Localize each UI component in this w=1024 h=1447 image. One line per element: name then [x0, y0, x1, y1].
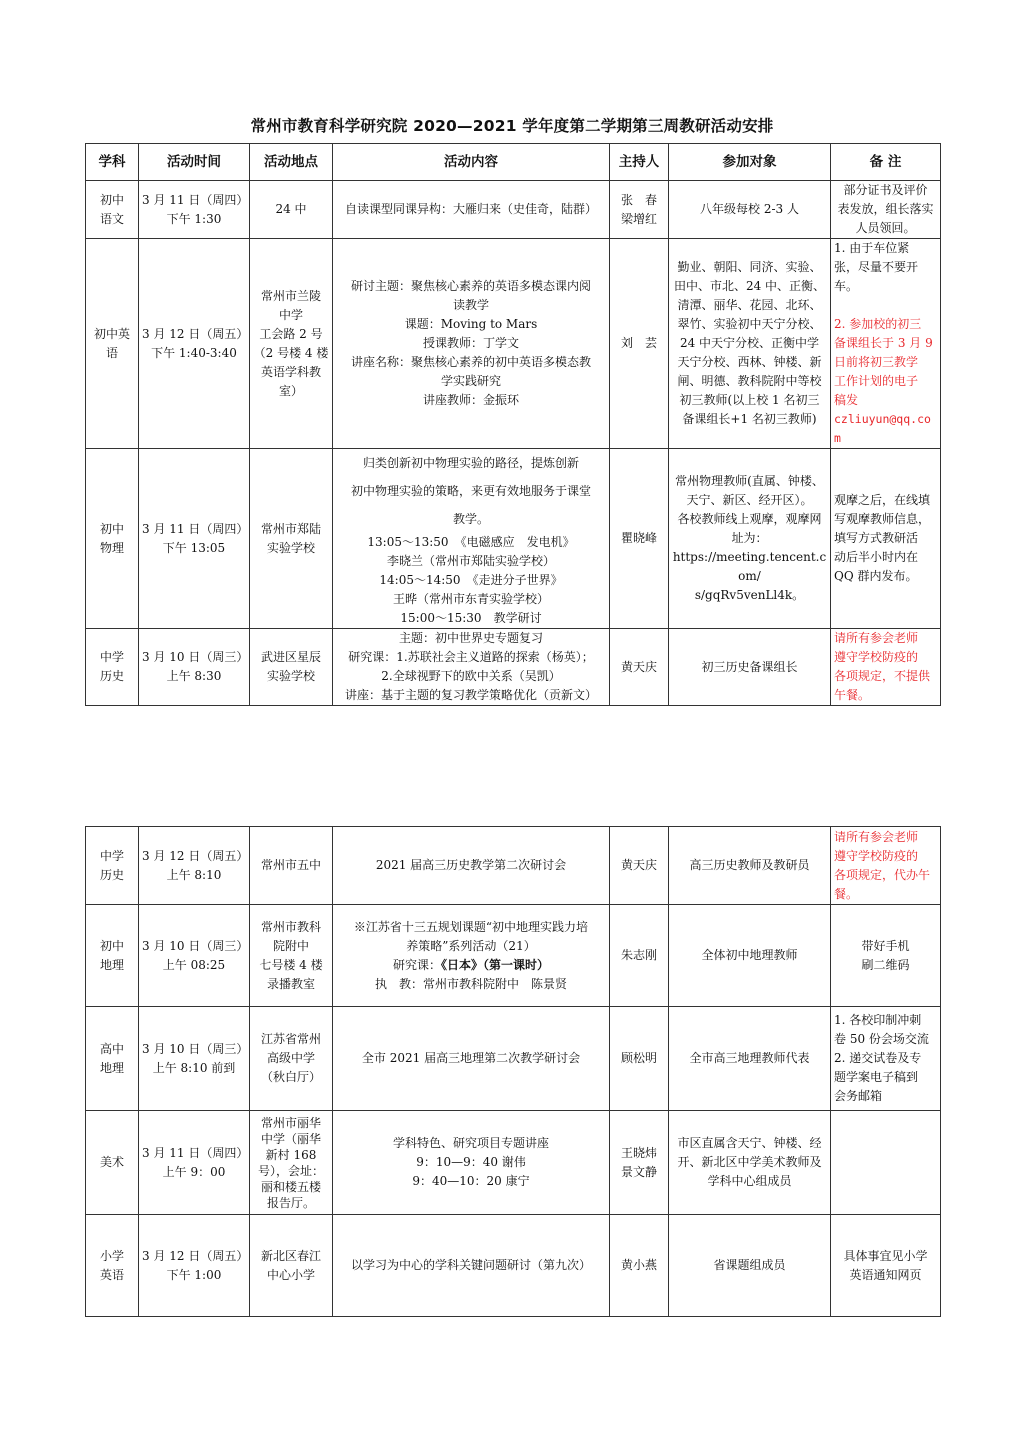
header-place: 活动地点 [250, 144, 333, 181]
host-cell: 瞿晓峰 [610, 449, 669, 629]
time-cell: 3 月 10 日（周三） 上午 08:25 [139, 905, 250, 1007]
subject-cell: 高中 地理 [86, 1007, 139, 1111]
time-cell: 3 月 12 日（周五） 上午 8:10 [139, 827, 250, 905]
table-row [86, 449, 941, 629]
time-cell: 3 月 12 日（周五） 下午 1:40-3:40 [139, 239, 250, 449]
participants-cell: 常州物理教师(直属、钟楼、 天宁、新区、经开区）。 各校教师线上观摩，观摩网 址为： https://meeting.tencent.com/ s/gqRv5venLl4k。 [669, 449, 831, 629]
time-cell: 3 月 11 日（周四） 上午 9：00 [139, 1111, 250, 1215]
header-time: 活动时间 [139, 144, 250, 181]
place-cell: 常州市丽华 中学（丽华 新村 168 号），会址： 丽和楼五楼 报告厅。 [250, 1111, 333, 1215]
participants-cell: 市区直属含天宁、钟楼、经 开、新北区中学美术教师及 学科中心组成员 [669, 1111, 831, 1215]
place-cell: 江苏省常州 高级中学 （秋白厅） [250, 1007, 333, 1111]
subject-cell: 中学 历史 [86, 629, 139, 706]
note-cell: 部分证书及评价 表发放，组长落实 人员领回。 [831, 181, 941, 239]
time-cell: 3 月 10 日（周三） 上午 8:10 前到 [139, 1007, 250, 1111]
note-cell: 带好手机 刷二维码 [831, 905, 941, 1007]
participants-cell: 初三历史备课组长 [669, 629, 831, 706]
time-cell: 3 月 11 日（周四） 下午 1:30 [139, 181, 250, 239]
place-cell: 24 中 [250, 181, 333, 239]
note-cell: 请所有参会老师 遵守学校防疫的 各项规定，不提供 午餐。 [831, 629, 941, 706]
note-cell: 具体事宜见小学 英语通知网页 [831, 1215, 941, 1317]
host-cell: 张 春 梁增红 [610, 181, 669, 239]
note-cell: 1. 各校印制冲刺 卷 50 份会场交流 2. 递交试卷及专 题学案电子稿到 会务邮箱 [831, 1007, 941, 1111]
subject-cell: 美术 [86, 1111, 139, 1215]
time-cell: 3 月 12 日（周五） 下午 1:00 [139, 1215, 250, 1317]
subject-cell: 初中 物理 [86, 449, 139, 629]
note-cell: 1. 由于车位紧 张，尽量不要开 车。 2. 参加校的初三 备课组长于 3 月 9 日前将初三教学 工作计划的电子 稿发 czliuyun@qq.com [831, 239, 941, 449]
participants-cell: 高三历史教师及教研员 [669, 827, 831, 905]
table-row [86, 1007, 941, 1111]
subject-cell: 初中 语文 [86, 181, 139, 239]
host-cell: 朱志刚 [610, 905, 669, 1007]
content-cell: 研讨主题：聚焦核心素养的英语多模态课内阅 读教学 课题：Moving to Mars 授课教师：丁学文 讲座名称：聚焦核心素养的初中英语多模态教 学实践研究 讲座教师：金振环 [333, 239, 610, 449]
header-row [86, 144, 941, 181]
email-link: czliuyun@qq.com [834, 412, 931, 445]
note-cell [831, 1111, 941, 1215]
host-cell: 王晓炜 景文静 [610, 1111, 669, 1215]
host-cell: 顾松明 [610, 1007, 669, 1111]
content-cell: 学科特色、研究项目专题讲座 9：10—9：40 谢伟 9：40—10：20 康宁 [333, 1111, 610, 1215]
page-title: 常州市教育科学研究院 2020—2021 学年度第二学期第三周教研活动安排 [250, 117, 774, 135]
place-cell: 常州市兰陵 中学 工会路 2 号 （2 号楼 4 楼 英语学科教 室） [250, 239, 333, 449]
table-row [86, 827, 941, 905]
note-cell: 观摩之后，在线填 写观摩教师信息， 填写方式教研活 动后半小时内在 QQ 群内发布。 [831, 449, 941, 629]
subject-cell: 中学 历史 [86, 827, 139, 905]
table-row [86, 181, 941, 239]
participants-cell: 八年级每校 2-3 人 [669, 181, 831, 239]
schedule-table-1 [85, 143, 941, 706]
content-cell: 主题：初中世界史专题复习 研究课：1.苏联社会主义道路的探索（杨英）； 2.全球视野下的欧中关系（吴凯） 讲座：基于主题的复习教学策略优化（贡新文） [333, 629, 610, 706]
time-cell: 3 月 10 日（周三） 上午 8:30 [139, 629, 250, 706]
host-cell: 黄天庆 [610, 827, 669, 905]
content-cell: 自读课型同课异构：大雁归来（史佳奇，陆群） [333, 181, 610, 239]
header-participants: 参加对象 [669, 144, 831, 181]
table-row [86, 905, 941, 1007]
content-cell: 全市 2021 届高三地理第二次教学研讨会 [333, 1007, 610, 1111]
table-row [86, 629, 941, 706]
host-cell: 黄天庆 [610, 629, 669, 706]
header-content: 活动内容 [333, 144, 610, 181]
place-cell: 常州市教科 院附中 七号楼 4 楼 录播教室 [250, 905, 333, 1007]
meeting-link[interactable]: https://meeting.tencent.com/ [672, 550, 827, 583]
host-cell: 刘 芸 [610, 239, 669, 449]
content-cell: ※江苏省十三五规划课题“初中地理实践力培 养策略”系列活动（21） 研究课：《日本》（第一课时） 执 教：常州市教科院附中 陈景贤 [333, 905, 610, 1007]
host-cell: 黄小燕 [610, 1215, 669, 1317]
participants-cell: 全市高三地理教师代表 [669, 1007, 831, 1111]
place-cell: 常州市郑陆 实验学校 [250, 449, 333, 629]
content-cell: 以学习为中心的学科关键问题研讨（第九次） [333, 1215, 610, 1317]
subject-cell: 小学 英语 [86, 1215, 139, 1317]
content-cell: 2021 届高三历史教学第二次研讨会 [333, 827, 610, 905]
table-row [86, 1215, 941, 1317]
participants-cell: 全体初中地理教师 [669, 905, 831, 1007]
table-row [86, 1111, 941, 1215]
place-cell: 新北区春江 中心小学 [250, 1215, 333, 1317]
note-cell: 请所有参会老师 遵守学校防疫的 各项规定，代办午 餐。 [831, 827, 941, 905]
header-note: 备 注 [831, 144, 941, 181]
participants-cell: 省课题组成员 [669, 1215, 831, 1317]
place-cell: 常州市五中 [250, 827, 333, 905]
place-cell: 武进区星辰 实验学校 [250, 629, 333, 706]
subject-cell: 初中英 语 [86, 239, 139, 449]
header-host: 主持人 [610, 144, 669, 181]
subject-cell: 初中 地理 [86, 905, 139, 1007]
content-cell: 归类创新初中物理实验的路径，提炼创新 初中物理实验的策略，来更有效地服务于课堂 教学。 13:05～13:50 《电磁感应 发电机》 李晓兰（常州市郑陆实验学校） 14:05～14:50 《走进分子世界》 王晔（常州市东青实验学校） 15:00～15:30 教学研讨 [333, 449, 610, 629]
table-row [86, 239, 941, 449]
header-subject: 学科 [86, 144, 139, 181]
schedule-table-2 [85, 826, 941, 1317]
time-cell: 3 月 11 日（周四） 下午 13:05 [139, 449, 250, 629]
participants-cell: 勤业、朝阳、同济、实验、 田中、市北、24 中、正衡、 清潭、丽华、花园、北环、 翠竹、实验初中天宁分校、 24 中天宁分校、正衡中学 天宁分校、西林、钟楼、新 闸、明德、教科院附中等校 初三教师(以上校 1 名初三 备课组长+1 名初三教师) [669, 239, 831, 449]
